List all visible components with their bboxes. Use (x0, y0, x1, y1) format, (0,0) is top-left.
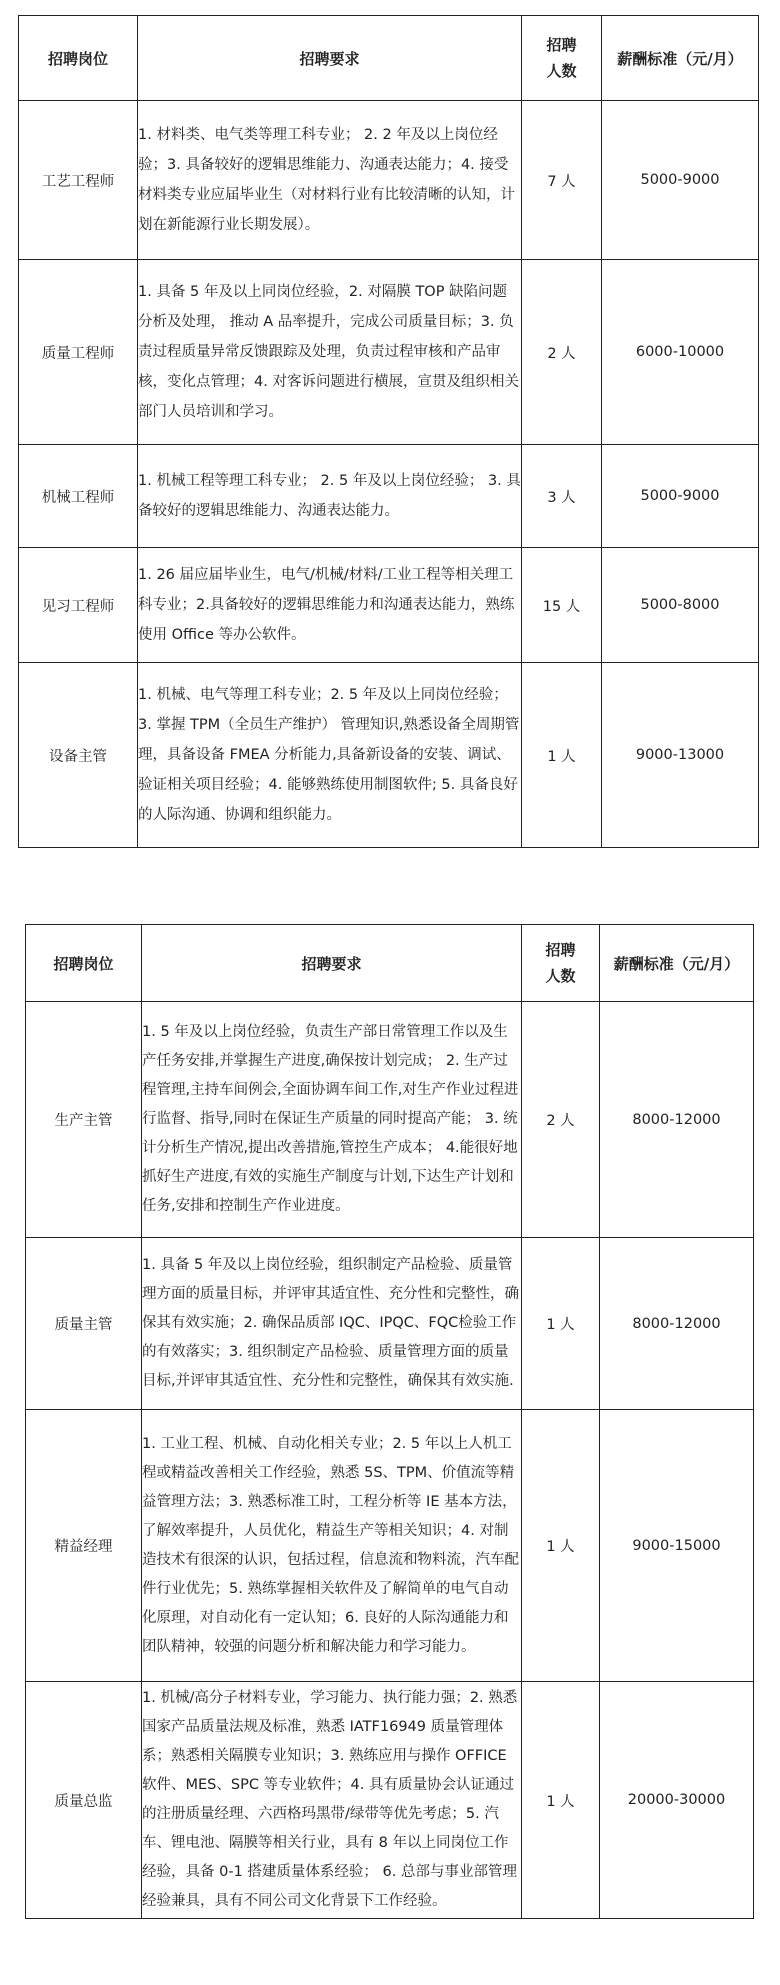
header-requirements: 招聘要求 (138, 16, 522, 101)
header-count-line1: 招聘 (546, 36, 577, 54)
position-cell: 见习工程师 (19, 548, 138, 663)
position-cell: 工艺工程师 (19, 101, 138, 260)
requirements-cell: 1. 具备 5 年及以上岗位经验，组织制定产品检验、质量管理方面的质量目标，并评审其适宜性、充分性和完整性，确保其有效实施；2. 确保品质部 IQC、IPQC、FQC检验工作的有效落实；3. 组织制定产品检验、质量管理方面的质量目标,并评审其适宜性、充分性和完整性，确保其有效实施. (142, 1238, 522, 1410)
header-salary: 薪酬标准（元/月） (602, 16, 759, 101)
table-row (19, 260, 759, 445)
count-cell: 1 人 (522, 663, 602, 848)
requirements-cell: 1. 具备 5 年及以上同岗位经验，2. 对隔膜 TOP 缺陷问题分析及处理， 推动 A 品率提升，完成公司质量目标；3. 负责过程质量异常反馈跟踪及处理，负责过程审核和产品审核，变化点管理；4. 对客诉问题进行横展，宣贯及组织相关部门人员培训和学习。 (138, 260, 522, 445)
table-header-row (26, 925, 754, 1002)
table-row (19, 548, 759, 663)
position-cell: 质量主管 (26, 1238, 142, 1410)
requirements-cell: 1. 机械、电气等理工科专业；2. 5 年及以上同岗位经验；3. 掌握 TPM（全员生产维护） 管理知识,熟悉设备全周期管理，具备设备 FMEA 分析能力,具备新设备的安装、调试、验证相关项目经验；4. 能够熟练使用制图软件; 5. 具备良好的人际沟通、协调和组织能力。 (138, 663, 522, 848)
table-row (26, 1238, 754, 1410)
position-cell: 机械工程师 (19, 445, 138, 548)
table-row (26, 1002, 754, 1238)
count-cell: 3 人 (522, 445, 602, 548)
requirements-cell: 1. 5 年及以上岗位经验，负责生产部日常管理工作以及生产任务安排,并掌握生产进度,确保按计划完成； 2. 生产过程管理,主持车间例会,全面协调车间工作,对生产作业过程进行监督、指导,同时在保证生产质量的同时提高产能； 3. 统计分析生产情况,提出改善措施,管控生产成本； 4.能很好地抓好生产进度,有效的实施生产制度与计划,下达生产计划和任务,安排和控制生产作业进度。 (142, 1002, 522, 1238)
recruitment-table-2 (25, 924, 754, 1919)
requirements-cell: 1. 26 届应届毕业生，电气/机械/材料/工业工程等相关理工科专业；2.具备较好的逻辑思维能力和沟通表达能力，熟练使用 Office 等办公软件。 (138, 548, 522, 663)
salary-cell: 5000-9000 (602, 101, 759, 260)
position-cell: 生产主管 (26, 1002, 142, 1238)
recruitment-table-1 (18, 15, 759, 848)
header-count (522, 925, 600, 1002)
count-cell: 2 人 (522, 1002, 600, 1238)
salary-cell: 5000-9000 (602, 445, 759, 548)
header-count-line2: 人数 (545, 967, 576, 985)
salary-cell: 9000-15000 (600, 1410, 754, 1682)
table-row (26, 1682, 754, 1919)
salary-cell: 8000-12000 (600, 1002, 754, 1238)
position-cell: 质量总监 (26, 1682, 142, 1919)
table-row (19, 101, 759, 260)
table-header-row (19, 16, 759, 101)
requirements-cell: 1. 工业工程、机械、自动化相关专业；2. 5 年以上人机工程或精益改善相关工作经验，熟悉 5S、TPM、价值流等精益管理方法；3. 熟悉标准工时，工程分析等 IE 基本方法，了解效率提升，人员优化，精益生产等相关知识；4. 对制造技术有很深的认识，包括过程，信息流和物料流，汽车配件行业优先；5. 熟练掌握相关软件及了解简单的电气自动化原理，对自动化有一定认知；6. 良好的人际沟通能力和团队精神，较强的问题分析和解决能力和学习能力。 (142, 1410, 522, 1682)
table-row (19, 663, 759, 848)
header-position: 招聘岗位 (19, 16, 138, 101)
header-position: 招聘岗位 (26, 925, 142, 1002)
salary-cell: 20000-30000 (600, 1682, 754, 1919)
salary-cell: 5000-8000 (602, 548, 759, 663)
count-cell: 2 人 (522, 260, 602, 445)
salary-cell: 6000-10000 (602, 260, 759, 445)
requirements-cell: 1. 机械工程等理工科专业； 2. 5 年及以上岗位经验； 3. 具备较好的逻辑思维能力、沟通表达能力。 (138, 445, 522, 548)
header-salary: 薪酬标准（元/月） (600, 925, 754, 1002)
header-count-line2: 人数 (546, 62, 577, 80)
position-cell: 精益经理 (26, 1410, 142, 1682)
salary-cell: 8000-12000 (600, 1238, 754, 1410)
salary-cell: 9000-13000 (602, 663, 759, 848)
position-cell: 质量工程师 (19, 260, 138, 445)
requirements-cell: 1. 机械/高分子材料专业，学习能力、执行能力强；2. 熟悉国家产品质量法规及标准，熟悉 IATF16949 质量管理体系；熟悉相关隔膜专业知识；3. 熟练应用与操作 OFFICE 软件、MES、SPC 等专业软件；4. 具有质量协会认证通过的注册质量经理、六西格玛黑带/绿带等优先考虑；5. 汽车、锂电池、隔膜等相关行业，具有 8 年以上同岗位工作经验，具备 0-1 搭建质量体系经验； 6. 总部与事业部管理经验兼具，具有不同公司文化背景下工作经验。 (142, 1682, 522, 1919)
count-cell: 1 人 (522, 1238, 600, 1410)
header-count (522, 16, 602, 101)
header-requirements: 招聘要求 (142, 925, 522, 1002)
position-cell: 设备主管 (19, 663, 138, 848)
count-cell: 7 人 (522, 101, 602, 260)
count-cell: 1 人 (522, 1682, 600, 1919)
header-count-line1: 招聘 (545, 941, 576, 959)
table-row (19, 445, 759, 548)
table-row (26, 1410, 754, 1682)
requirements-cell: 1. 材料类、电气类等理工科专业； 2. 2 年及以上岗位经验；3. 具备较好的逻辑思维能力、沟通表达能力；4. 接受材料类专业应届毕业生（对材料行业有比较清晰的认知，计划在新能源行业长期发展）。 (138, 101, 522, 260)
count-cell: 15 人 (522, 548, 602, 663)
count-cell: 1 人 (522, 1410, 600, 1682)
